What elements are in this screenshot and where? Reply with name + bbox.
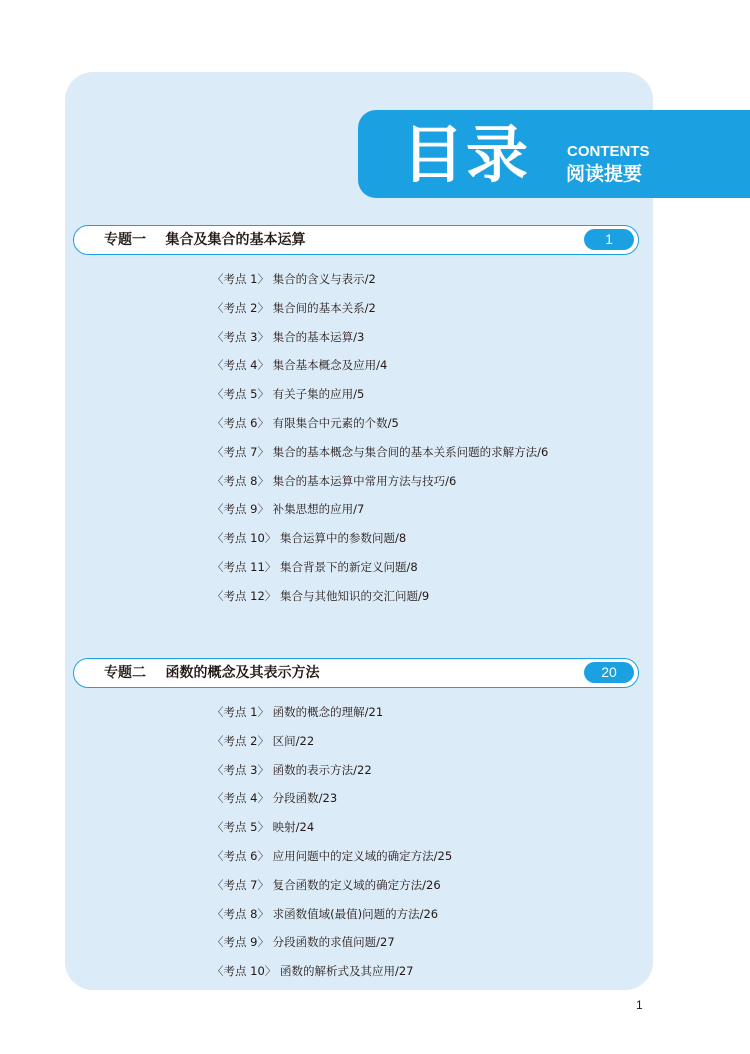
toc-item[interactable]: 〈考点 12〉 集合与其他知识的交汇问题/9 (212, 588, 430, 603)
toc-item[interactable]: 〈考点 5〉 映射/24 (212, 820, 315, 835)
toc-item[interactable]: 〈考点 9〉 分段函数的求值问题/27 (212, 935, 395, 950)
section-page-badge: 20 (584, 662, 634, 683)
section-header-1[interactable] (73, 225, 639, 255)
section-page-badge: 1 (584, 229, 634, 250)
section-title: 专题一 集合及集合的基本运算 (104, 232, 306, 248)
toc-item[interactable]: 〈考点 1〉 集合的含义与表示/2 (212, 272, 376, 286)
subtitle-en: CONTENTS (567, 143, 650, 160)
toc-item[interactable]: 〈考点 9〉 补集思想的应用/7 (212, 502, 365, 517)
toc-item[interactable]: 〈考点 1〉 函数的概念的理解/21 (212, 705, 384, 719)
subtitle-cn: 阅读提要 (566, 163, 643, 185)
toc-item[interactable]: 〈考点 8〉 集合的基本运算中常用方法与技巧/6 (212, 473, 457, 488)
page-number: 1 (636, 998, 643, 1012)
toc-item[interactable]: 〈考点 7〉 复合函数的定义域的确定方法/26 (212, 877, 441, 892)
toc-item[interactable]: 〈考点 10〉 集合运算中的参数问题/8 (212, 531, 407, 546)
toc-item[interactable]: 〈考点 6〉 有限集合中元素的个数/5 (212, 415, 399, 430)
topic-list-2 (212, 703, 452, 991)
page-title: 目录 (402, 118, 531, 191)
toc-item[interactable]: 〈考点 4〉 分段函数/23 (212, 791, 338, 806)
toc-item[interactable]: 〈考点 3〉 集合的基本运算/3 (212, 329, 365, 344)
topic-list-1 (212, 270, 548, 616)
toc-item[interactable]: 〈考点 7〉 集合的基本概念与集合间的基本关系问题的求解方法/6 (212, 444, 549, 459)
section-header-2[interactable] (73, 658, 639, 688)
toc-item[interactable]: 〈考点 2〉 区间/22 (212, 733, 315, 748)
toc-item[interactable]: 〈考点 6〉 应用问题中的定义域的确定方法/25 (212, 848, 453, 863)
toc-item[interactable]: 〈考点 2〉 集合间的基本关系/2 (212, 300, 376, 315)
section-title: 专题二 函数的概念及其表示方法 (104, 665, 320, 681)
toc-item[interactable]: 〈考点 3〉 函数的表示方法/22 (212, 762, 372, 777)
toc-item[interactable]: 〈考点 4〉 集合基本概念及应用/4 (212, 358, 388, 373)
toc-item[interactable]: 〈考点 5〉 有关子集的应用/5 (212, 387, 365, 402)
toc-item[interactable]: 〈考点 8〉 求函数值域(最值)问题的方法/26 (212, 906, 439, 921)
toc-item[interactable]: 〈考点 11〉 集合背景下的新定义问题/8 (212, 559, 418, 574)
toc-item[interactable]: 〈考点 10〉 函数的解析式及其应用/27 (212, 964, 414, 979)
